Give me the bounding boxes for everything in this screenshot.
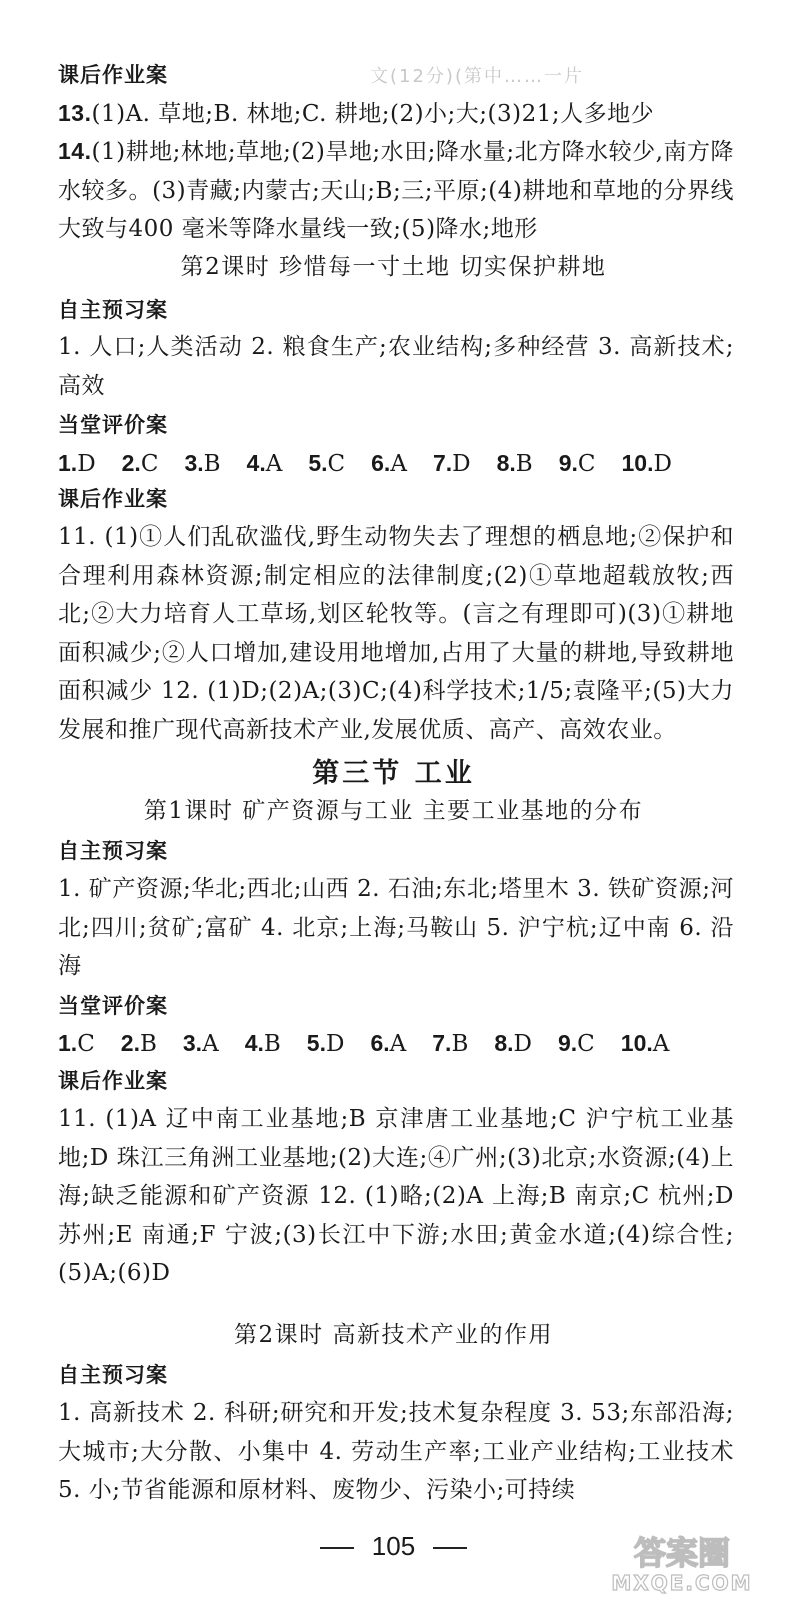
answer-letter: C: [577, 1031, 595, 1057]
choice-answers-row: [58, 444, 734, 483]
question-number: 3.: [184, 450, 204, 476]
choice-answer: [183, 1024, 219, 1063]
choice-answer: [308, 444, 345, 483]
question-number: 4.: [246, 450, 266, 476]
answer-letter: C: [327, 451, 346, 477]
q13-answer: [58, 94, 734, 134]
question-number: 8.: [496, 450, 516, 476]
watermark-logo: [587, 1528, 777, 1594]
answer-letter: B: [451, 1031, 469, 1057]
homework-answers: 11. (1)A 辽中南工业基地;B 京津唐工业基地;C 沪宁杭工业基地;D 珠江三角洲工业基地;(2)大连;④广州;(3)北京;水资源;(4)上海;缺乏能源和矿产资源 12. (1)略;(2)A 上海;B 南京;C 杭州;D 苏州;E 南通;F 宁波;(3)长江中下游;水田;黄金水道;(4)综合性;(5)A;(6)D: [58, 1106, 735, 1286]
choice-answer: [58, 444, 96, 483]
answer-letter: D: [77, 451, 96, 477]
choice-answer: [621, 444, 671, 483]
question-number: 7.: [432, 1030, 452, 1056]
question-number: 10.: [621, 450, 654, 476]
choice-answer: [307, 1024, 345, 1063]
q13-text: (1)A. 草地;B. 林地;C. 耕地;(2)小;大;(3)21;人多地少: [91, 101, 655, 127]
lesson-title: 第1课时 矿产资源与工业 主要工业基地的分布: [143, 798, 644, 824]
choice-answer: [184, 444, 220, 483]
lesson-title: 第2课时 珍惜每一寸土地 切实保护耕地: [180, 254, 607, 280]
question-number: 1.: [58, 450, 78, 476]
choice-answer: [121, 1024, 157, 1063]
preview-answers: 1. 矿产资源;华北;西北;山西 2. 石油;东北;塔里木 3. 铁矿资源;河北;四川;贫矿;富矿 4. 北京;上海;马鞍山 5. 沪宁杭;辽中南 6. 沿海: [58, 876, 734, 979]
answer-letter: C: [577, 451, 596, 477]
question-number: 5.: [306, 1030, 326, 1056]
answer-letter: D: [513, 1031, 532, 1057]
preview-answers: 1. 人口;人类活动 2. 粮食生产;农业结构;多种经营 3. 高新技术;高效: [58, 334, 734, 399]
class-eval-heading: 当堂评价案: [58, 994, 168, 1018]
preview-answers: 1. 高新技术 2. 科研;研究和开发;技术复杂程度 3. 53;东部沿海;大城市;大分散、小集中 4. 劳动生产率;工业产业结构;工业技术 5. 小;节省能源和原材料、废物少、污染小;可持续: [58, 1400, 734, 1503]
choice-answer: [370, 1024, 406, 1063]
answer-letter: A: [265, 451, 283, 477]
q14-answer: [58, 132, 734, 249]
question-number: 6.: [370, 1030, 390, 1056]
watermark-url: MXQE.COM: [611, 1571, 753, 1594]
homework-heading: 课后作业案: [58, 487, 168, 511]
answer-letter: D: [452, 451, 471, 477]
answer-letter: D: [325, 1031, 345, 1057]
page-number-value: 105: [371, 1531, 416, 1561]
question-number: 2.: [121, 450, 141, 476]
answer-letter: A: [389, 1031, 407, 1057]
question-number: 10.: [620, 1030, 653, 1056]
choice-answer: [122, 444, 159, 483]
question-number: 9.: [558, 450, 578, 476]
lesson-title: 第2课时 高新技术产业的作用: [234, 1322, 553, 1348]
preview-heading: 自主预习案: [58, 839, 168, 863]
watermark-title: 答案圈: [633, 1534, 731, 1572]
choice-answer: [433, 444, 471, 483]
dash-right: [433, 1547, 467, 1549]
q14-text: (1)耕地;林地;草地;(2)旱地;水田;降水量;北方降水较少,南方降水较多。(3)青藏;内蒙古;天山;B;三;平原;(4)耕地和草地的分界线大致与400 毫米等降水量线一致;(5)降水;地形: [58, 139, 734, 242]
choice-answer: [371, 444, 407, 483]
homework-heading: 课后作业案: [58, 63, 168, 87]
choice-answer: [432, 1024, 468, 1063]
choice-answer: [58, 1024, 95, 1063]
answer-letter: A: [652, 1031, 670, 1057]
choice-answer: [245, 1024, 281, 1063]
class-eval-heading: 当堂评价案: [58, 413, 168, 437]
answer-letter: D: [653, 451, 672, 477]
choice-answer: [621, 1024, 670, 1063]
question-number: 3.: [182, 1030, 203, 1056]
bleed-through-text: 文(12分)(第中……一片: [370, 66, 584, 87]
answer-letter: B: [139, 1031, 157, 1057]
question-number: 6.: [371, 450, 391, 476]
answer-letter: A: [390, 451, 407, 477]
answer-letter: B: [263, 1031, 281, 1057]
choice-answers-row: [58, 1024, 734, 1063]
question-number: 7.: [432, 450, 453, 476]
q14-number: 14.: [58, 138, 92, 164]
choice-answer: [559, 444, 596, 483]
choice-answer: [247, 444, 283, 483]
choice-answer: [558, 1024, 595, 1063]
question-number: 1.: [58, 1030, 78, 1056]
answer-letter: C: [77, 1031, 95, 1057]
question-number: 5.: [308, 450, 328, 476]
answer-letter: C: [140, 451, 159, 477]
preview-heading: 自主预习案: [58, 298, 168, 322]
question-number: 9.: [557, 1030, 578, 1056]
answer-letter: B: [203, 451, 221, 477]
choice-answer: [494, 1024, 532, 1063]
homework-answers: 11. (1)①人们乱砍滥伐,野生动物失去了理想的栖息地;②保护和合理利用森林资源;制定相应的法律制度;(2)①草地超载放牧;西北;②大力培育人工草场,划区轮牧等。(言之有理即可)(3)①耕地面积减少;②人口增加,建设用地增加,占用了大量的耕地,导致耕地面积减少 12. (1)D;(2)A;(3)C;(4)科学技术;1/5;袁隆平;(5)大力发展和推广现代高新技术产业,发展优质、高产、高效农业。: [58, 524, 734, 743]
question-number: 8.: [494, 1030, 514, 1056]
homework-heading: 课后作业案: [58, 1069, 168, 1093]
q13-number: 13.: [58, 100, 92, 126]
question-number: 2.: [120, 1030, 140, 1056]
answer-letter: A: [202, 1031, 219, 1057]
choice-answer: [497, 444, 533, 483]
answer-letter: B: [515, 451, 533, 477]
question-number: 4.: [244, 1030, 264, 1056]
dash-left: [320, 1547, 354, 1549]
preview-heading: 自主预习案: [58, 1363, 168, 1387]
section-title: 第三节 工业: [312, 758, 475, 789]
